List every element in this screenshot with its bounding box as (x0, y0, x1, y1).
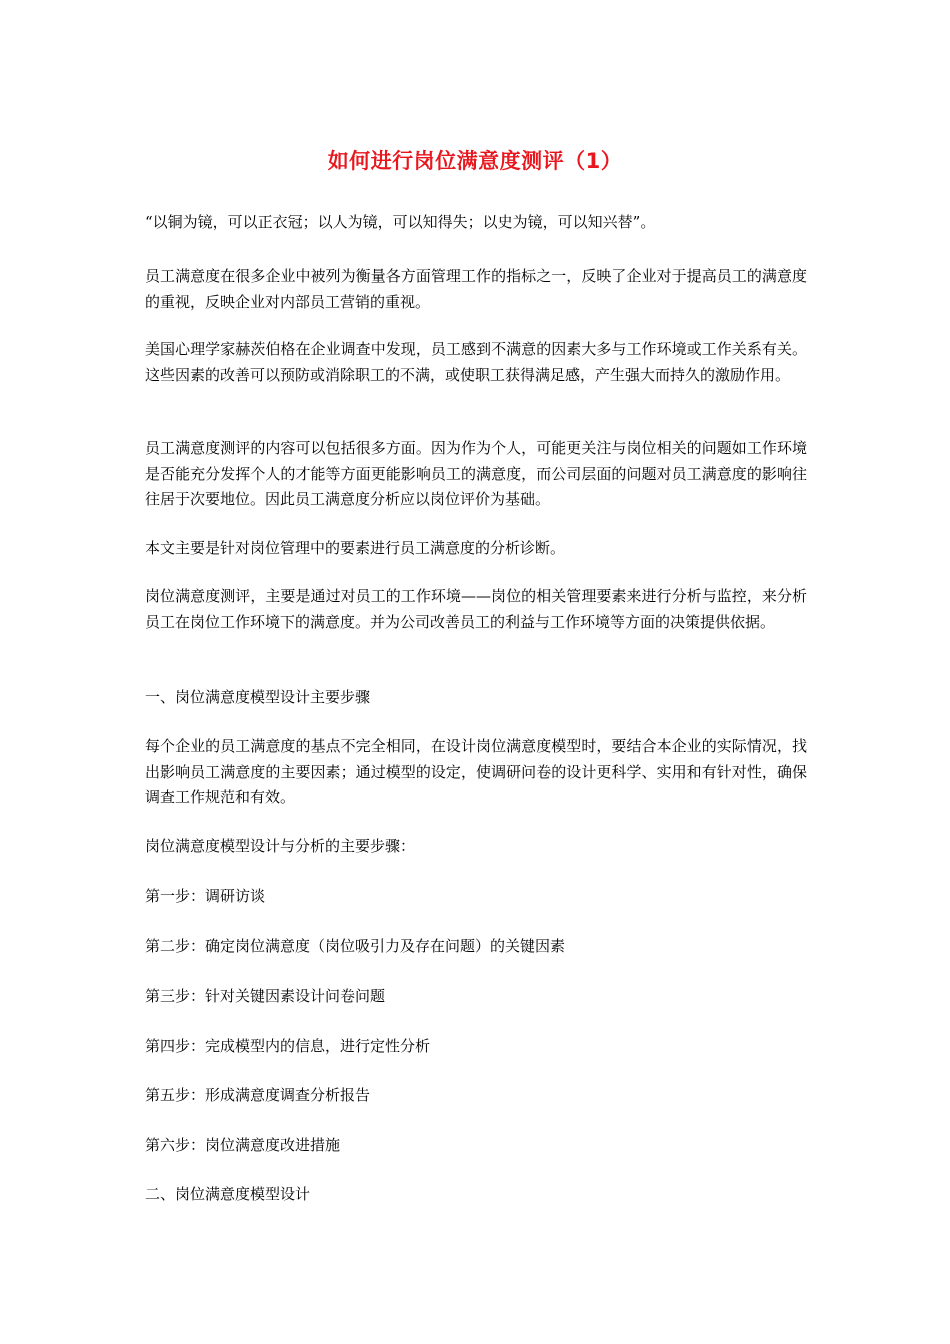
section-heading-1: 一、岗位满意度模型设计主要步骤 (145, 688, 371, 706)
step-item-6: 第六步：岗位满意度改进措施 (145, 1136, 341, 1154)
step-item-5: 第五步：形成满意度调查分析报告 (145, 1086, 371, 1104)
step-item-1: 第一步：调研访谈 (145, 887, 266, 905)
paragraph-steps-intro: 岗位满意度模型设计与分析的主要步骤： (145, 837, 416, 855)
step-item-3: 第三步：针对关键因素设计问卷问题 (145, 987, 386, 1005)
paragraph-position-evaluation: 岗位满意度测评，主要是通过对员工的工作环境——岗位的相关管理要素来进行分析与监控，来分析员工在岗位工作环境下的满意度。并为公司改善员工的利益与工作环境等方面的决策提供依据。 (145, 587, 807, 631)
paragraph-herzberg: 美国心理学家赫茨伯格在企业调查中发现，员工感到不满意的因素大多与工作环境或工作关系有关。这些因素的改善可以预防或消除职工的不满，或使职工获得满足感，产生强大而持久的激励作用。 (145, 340, 807, 384)
paragraph-employee-satisfaction: 员工满意度在很多企业中被列为衡量各方面管理工作的指标之一，反映了企业对于提高员工的满意度的重视，反映企业对内部员工营销的重视。 (145, 267, 807, 311)
paragraph-evaluation-content: 员工满意度测评的内容可以包括很多方面。因为作为个人，可能更关注与岗位相关的问题如工作环境是否能充分发挥个人的才能等方面更能影响员工的满意度，而公司层面的问题对员工满意度的影响往往居于次要地位。因此员工满意度分析应以岗位评价为基础。 (145, 439, 807, 508)
paragraph-model-basis: 每个企业的员工满意度的基点不完全相同，在设计岗位满意度模型时，要结合本企业的实际情况，找出影响员工满意度的主要因素；通过模型的设定，使调研问卷的设计更科学、实用和有针对性，确保调查工作规范和有效。 (145, 737, 807, 806)
section-heading-2: 二、岗位满意度模型设计 (145, 1185, 311, 1203)
document-title: 如何进行岗位满意度测评（1） (327, 149, 623, 173)
step-item-4: 第四步：完成模型内的信息，进行定性分析 (145, 1037, 431, 1055)
paragraph-quote: “以铜为镜，可以正衣冠；以人为镜，可以知得失；以史为镜，可以知兴替”。 (145, 213, 656, 231)
step-item-2: 第二步：确定岗位满意度（岗位吸引力及存在问题）的关键因素 (145, 937, 566, 955)
paragraph-article-focus: 本文主要是针对岗位管理中的要素进行员工满意度的分析诊断。 (145, 539, 566, 557)
